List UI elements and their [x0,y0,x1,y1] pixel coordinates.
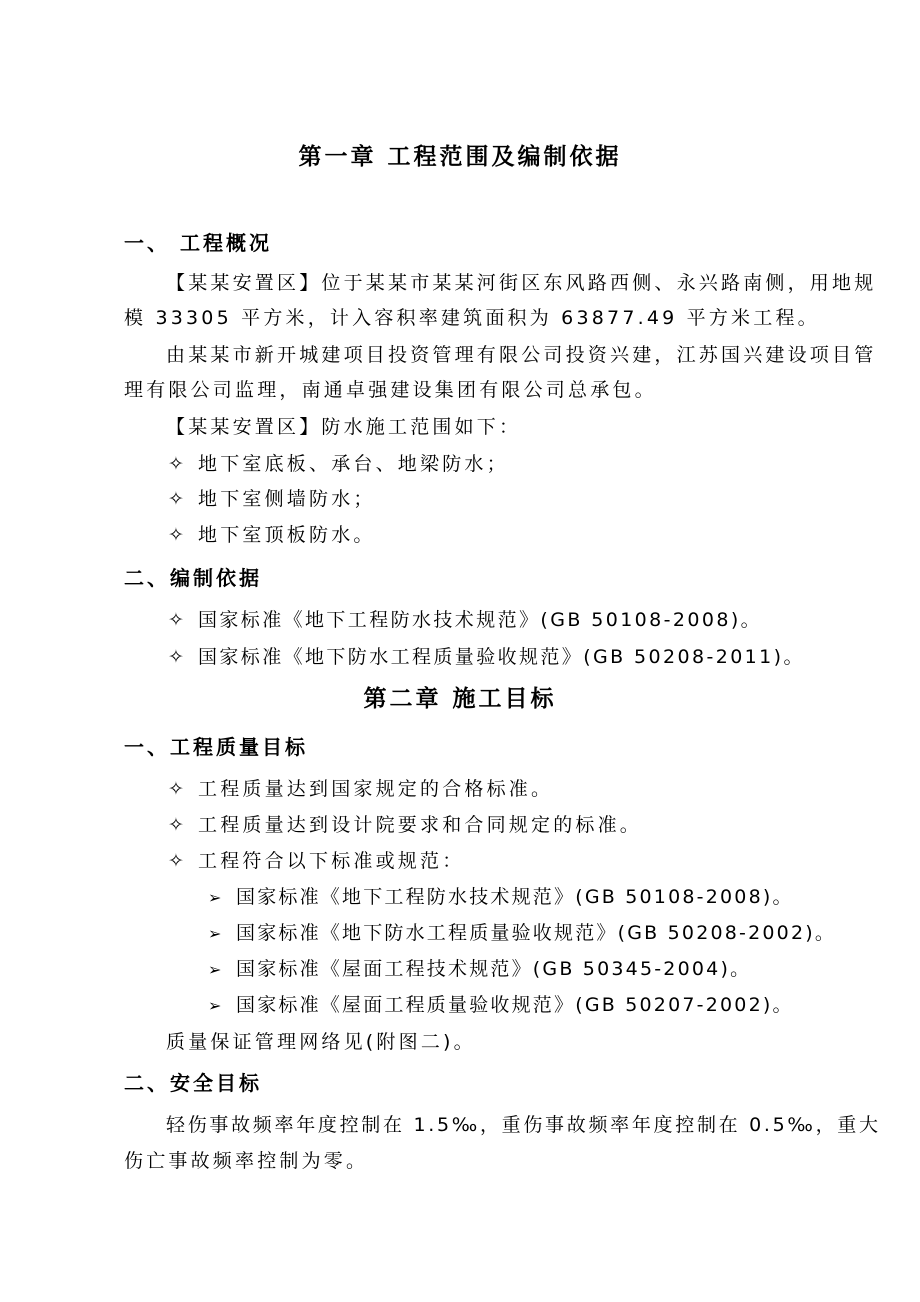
basis-item-text: 国家标准《地下工程防水技术规范》(GB 50108-2008)。 [198,609,763,631]
standard-sub-item-text: 国家标准《屋面工程技术规范》(GB 50345-2004)。 [236,958,752,980]
quality-item-text: 工程符合以下标准或规范： [198,850,465,872]
arrow-bullet-icon: ➢ [208,996,224,1015]
scope-intro: 【某某安置区】防水施工范围如下： [166,416,522,438]
standard-sub-item [208,885,794,910]
overview-paragraph-1-line-2: 模 33305 平方米，计入容积率建筑面积为 63877.49 平方米工程。 [124,307,820,329]
diamond-bullet-icon: ✧ [168,814,188,836]
diamond-bullet-icon: ✧ [168,609,187,631]
standard-sub-item-text: 国家标准《屋面工程质量验收规范》(GB 50207-2002)。 [236,994,794,1016]
quality-list-item [168,813,642,837]
section-quality-heading: 一、工程质量目标 [124,735,308,759]
diamond-bullet-icon: ✧ [168,778,188,800]
standard-sub-item-text: 国家标准《地下防水工程质量验收规范》(GB 50208-2002)。 [236,922,837,944]
scope-item-text: 地下室侧墙防水； [198,488,376,510]
basis-list-item [168,645,805,669]
arrow-bullet-icon: ➢ [208,888,224,907]
safety-line-1: 轻伤事故频率年度控制在 1.5‰，重伤事故频率年度控制在 0.5‰，重大 [166,1114,881,1136]
diamond-bullet-icon: ✧ [168,524,188,546]
chapter-2-title: 第二章 施工目标 [363,686,557,712]
overview-paragraph-2-line-2: 理有限公司监理，南通卓强建设集团有限公司总承包。 [124,379,657,401]
diamond-bullet-icon: ✧ [168,453,188,475]
scope-item-text: 地下室底板、承台、地梁防水； [198,453,509,475]
scope-item-text: 地下室顶板防水。 [198,524,376,546]
basis-item-text: 国家标准《地下防水工程质量验收规范》(GB 50208-2011)。 [198,646,805,668]
standard-sub-item [208,993,794,1018]
overview-paragraph-1-line-1: 【某某安置区】位于某某市某某河街区东风路西侧、永兴路南侧，用地规 [166,272,877,294]
quality-item-text: 工程质量达到国家规定的合格标准。 [198,778,554,800]
section-safety-heading: 二、安全目标 [124,1071,262,1095]
standard-sub-item [208,957,751,982]
overview-paragraph-2-line-1: 由某某市新开城建项目投资管理有限公司投资兴建，江苏国兴建设项目管 [166,344,877,366]
section-overview-heading: 一、 工程概况 [124,231,272,255]
quality-item-text: 工程质量达到设计院要求和合同规定的标准。 [198,814,643,836]
standard-sub-item [208,921,836,946]
diamond-bullet-icon: ✧ [168,646,187,668]
diamond-bullet-icon: ✧ [168,850,188,872]
standard-sub-item-text: 国家标准《地下工程防水技术规范》(GB 50108-2008)。 [236,886,794,908]
arrow-bullet-icon: ➢ [208,924,224,943]
scope-list-item [168,523,376,547]
scope-list-item [168,487,376,511]
safety-line-2: 伤亡事故频率控制为零。 [124,1150,369,1172]
chapter-1-title: 第一章 工程范围及编制依据 [298,144,622,170]
quality-network-note: 质量保证管理网络见(附图二)。 [166,1031,476,1053]
section-basis-heading: 二、编制依据 [124,566,262,590]
diamond-bullet-icon: ✧ [168,488,188,510]
quality-list-item [168,849,464,873]
basis-list-item [168,608,762,632]
quality-list-item [168,777,553,801]
arrow-bullet-icon: ➢ [208,960,224,979]
scope-list-item [168,452,509,476]
